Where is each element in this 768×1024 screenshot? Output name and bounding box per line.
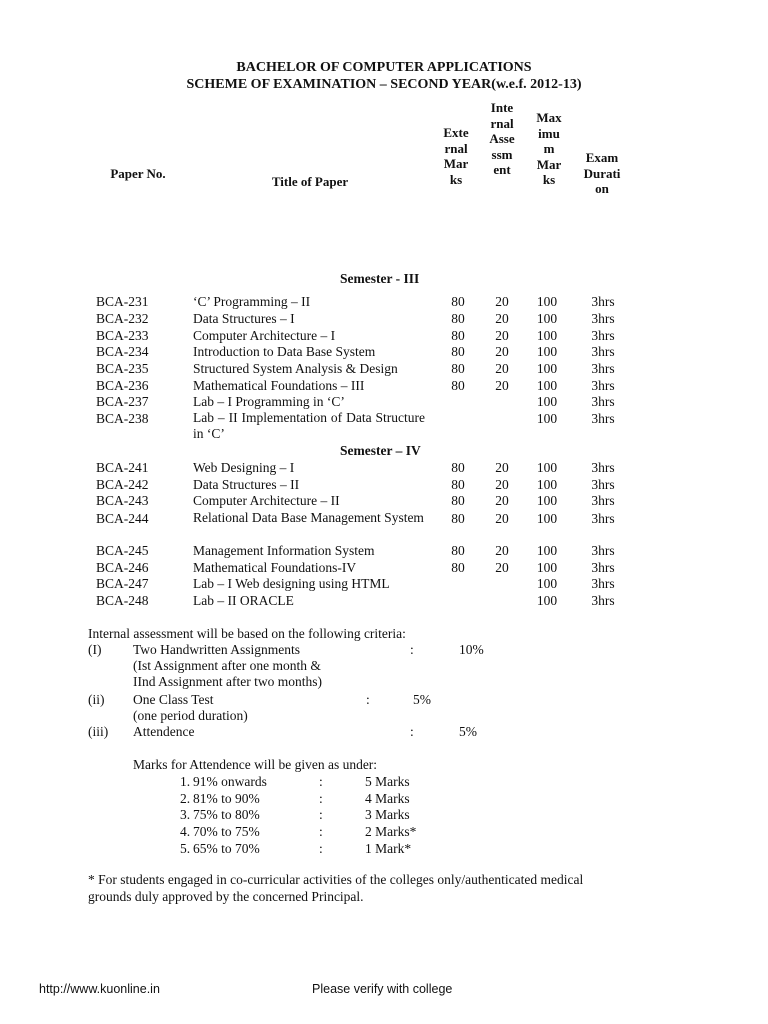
paper-no: BCA-231 xyxy=(96,294,149,309)
external-marks: 80 xyxy=(451,311,465,326)
attendance-marks: 2 Marks* xyxy=(365,824,417,839)
criterion-3-number: (iii) xyxy=(88,724,109,739)
attendance-range: 91% onwards xyxy=(193,774,267,789)
criterion-2-colon: : xyxy=(366,692,370,707)
attendance-range: 65% to 70% xyxy=(193,841,260,856)
internal-marks: 20 xyxy=(495,328,509,343)
table-row xyxy=(0,393,768,410)
paper-title: ‘C’ Programming – II xyxy=(193,294,311,309)
col-header-internal: Internal Assessment xyxy=(489,100,515,177)
attendance-marks: 4 Marks xyxy=(365,791,410,806)
internal-marks: 20 xyxy=(495,543,509,558)
exam-duration: 3hrs xyxy=(591,593,615,608)
paper-no: BCA-248 xyxy=(96,593,149,608)
maximum-marks: 100 xyxy=(536,576,558,591)
table-row xyxy=(0,310,768,327)
paper-no: BCA-237 xyxy=(96,394,149,409)
paper-no: BCA-232 xyxy=(96,311,149,326)
criterion-3-value: 5% xyxy=(459,724,477,739)
attendance-intro: Marks for Attendence will be given as under: xyxy=(133,757,378,772)
maximum-marks: 100 xyxy=(536,411,558,426)
criterion-2-label: One Class Test xyxy=(133,692,214,707)
criterion-1-number: (I) xyxy=(88,642,102,657)
table-row xyxy=(0,476,768,493)
paper-no: BCA-236 xyxy=(96,378,149,393)
paper-title: Computer Architecture – I xyxy=(193,328,336,343)
external-marks: 80 xyxy=(451,328,465,343)
criterion-1-label: Two Handwritten Assignments xyxy=(133,642,301,657)
exam-duration: 3hrs xyxy=(591,361,615,376)
footnote-line-2: grounds duly approved by the concerned Principal. xyxy=(88,889,364,904)
attendance-colon: : xyxy=(319,824,323,839)
external-marks: 80 xyxy=(451,543,465,558)
document-subtitle: SCHEME OF EXAMINATION – SECOND YEAR(w.e.f. 2012-13) xyxy=(186,77,582,92)
exam-duration: 3hrs xyxy=(591,560,615,575)
internal-marks: 20 xyxy=(495,493,509,508)
table-row xyxy=(0,510,768,527)
paper-no: BCA-242 xyxy=(96,477,149,492)
table-row xyxy=(0,542,768,559)
table-row xyxy=(0,410,768,441)
paper-title: Lab – I Web designing using HTML xyxy=(193,576,390,591)
exam-duration: 3hrs xyxy=(591,328,615,343)
maximum-marks: 100 xyxy=(536,378,558,393)
internal-marks: 20 xyxy=(495,378,509,393)
attendance-row xyxy=(0,773,768,790)
internal-marks: 20 xyxy=(495,344,509,359)
attendance-colon: : xyxy=(319,774,323,789)
table-row xyxy=(0,327,768,344)
internal-marks: 20 xyxy=(495,477,509,492)
maximum-marks: 100 xyxy=(536,294,558,309)
attendance-range: 70% to 75% xyxy=(193,824,260,839)
paper-no: BCA-235 xyxy=(96,361,149,376)
criterion-1-value: 10% xyxy=(459,642,484,657)
paper-title: Mathematical Foundations – III xyxy=(193,378,365,393)
criterion-1-note-2: IInd Assignment after two months) xyxy=(133,674,322,689)
external-marks: 80 xyxy=(451,477,465,492)
attendance-num: 2. xyxy=(180,791,191,806)
attendance-num: 1. xyxy=(180,774,191,789)
exam-duration: 3hrs xyxy=(591,394,615,409)
paper-no: BCA-244 xyxy=(96,511,149,526)
internal-marks: 20 xyxy=(495,361,509,376)
attendance-num: 5. xyxy=(180,841,191,856)
external-marks: 80 xyxy=(451,294,465,309)
attendance-range: 75% to 80% xyxy=(193,807,260,822)
internal-marks: 20 xyxy=(495,560,509,575)
maximum-marks: 100 xyxy=(536,361,558,376)
exam-duration: 3hrs xyxy=(591,294,615,309)
col-header-maximum: Maximum Marks xyxy=(536,110,562,187)
exam-duration: 3hrs xyxy=(591,344,615,359)
exam-duration: 3hrs xyxy=(591,543,615,558)
footer-verify-note: Please verify with college xyxy=(312,982,453,996)
maximum-marks: 100 xyxy=(536,311,558,326)
criterion-3-label: Attendence xyxy=(133,724,195,739)
paper-title: Mathematical Foundations-IV xyxy=(193,560,357,575)
criterion-1-colon: : xyxy=(410,642,414,657)
paper-title: Relational Data Base Management System xyxy=(193,510,424,525)
maximum-marks: 100 xyxy=(536,493,558,508)
exam-duration: 3hrs xyxy=(591,477,615,492)
attendance-colon: : xyxy=(319,791,323,806)
table-row xyxy=(0,343,768,360)
attendance-row xyxy=(0,790,768,807)
maximum-marks: 100 xyxy=(536,460,558,475)
paper-no: BCA-245 xyxy=(96,543,149,558)
table-row xyxy=(0,377,768,394)
attendance-row xyxy=(0,840,768,857)
attendance-row xyxy=(0,823,768,840)
document-title: BACHELOR OF COMPUTER APPLICATIONS xyxy=(236,60,532,75)
semester-4-heading: Semester – IV xyxy=(340,443,421,458)
maximum-marks: 100 xyxy=(536,511,558,526)
paper-no: BCA-234 xyxy=(96,344,149,359)
attendance-range: 81% to 90% xyxy=(193,791,260,806)
maximum-marks: 100 xyxy=(536,543,558,558)
paper-no: BCA-246 xyxy=(96,560,149,575)
maximum-marks: 100 xyxy=(536,477,558,492)
paper-no: BCA-243 xyxy=(96,493,149,508)
table-row xyxy=(0,293,768,310)
internal-marks: 20 xyxy=(495,294,509,309)
external-marks: 80 xyxy=(451,493,465,508)
maximum-marks: 100 xyxy=(536,560,558,575)
criterion-1-note-1: (Ist Assignment after one month & xyxy=(133,658,321,673)
col-header-title: Title of Paper xyxy=(271,174,349,189)
attendance-colon: : xyxy=(319,841,323,856)
col-header-external: External Marks xyxy=(443,125,469,187)
maximum-marks: 100 xyxy=(536,328,558,343)
exam-duration: 3hrs xyxy=(591,460,615,475)
exam-duration: 3hrs xyxy=(591,378,615,393)
paper-title: Introduction to Data Base System xyxy=(193,344,376,359)
criterion-2-note-1: (one period duration) xyxy=(133,708,248,723)
attendance-marks: 3 Marks xyxy=(365,807,410,822)
attendance-row xyxy=(0,806,768,823)
paper-no: BCA-247 xyxy=(96,576,149,591)
external-marks: 80 xyxy=(451,560,465,575)
paper-title: Lab – II Implementation of Data Structure in ‘C’ xyxy=(193,410,425,441)
col-header-paper-no: Paper No. xyxy=(110,166,166,181)
exam-duration: 3hrs xyxy=(591,311,615,326)
maximum-marks: 100 xyxy=(536,593,558,608)
internal-assessment-intro: Internal assessment will be based on the following criteria: xyxy=(88,626,406,641)
col-header-duration: Exam Duration xyxy=(583,150,621,196)
semester-3-heading: Semester - III xyxy=(340,271,420,286)
maximum-marks: 100 xyxy=(536,344,558,359)
external-marks: 80 xyxy=(451,344,465,359)
criterion-3-colon: : xyxy=(410,724,414,739)
attendance-colon: : xyxy=(319,807,323,822)
paper-no: BCA-241 xyxy=(96,460,149,475)
table-row xyxy=(0,459,768,476)
attendance-num: 4. xyxy=(180,824,191,839)
external-marks: 80 xyxy=(451,460,465,475)
table-row xyxy=(0,559,768,576)
internal-marks: 20 xyxy=(495,460,509,475)
external-marks: 80 xyxy=(451,378,465,393)
table-row xyxy=(0,492,768,509)
footnote-line-1: * For students engaged in co-curricular activities of the colleges only/authenticated medical xyxy=(88,872,584,887)
paper-title: Data Structures – I xyxy=(193,311,295,326)
exam-duration: 3hrs xyxy=(591,493,615,508)
paper-title: Web Designing – I xyxy=(193,460,295,475)
criterion-2-value: 5% xyxy=(413,692,431,707)
external-marks: 80 xyxy=(451,361,465,376)
attendance-num: 3. xyxy=(180,807,191,822)
exam-duration: 3hrs xyxy=(591,511,615,526)
paper-title: Lab – I Programming in ‘C’ xyxy=(193,394,345,409)
paper-title: Structured System Analysis & Design xyxy=(193,361,398,376)
exam-duration: 3hrs xyxy=(591,576,615,591)
table-row xyxy=(0,360,768,377)
paper-no: BCA-238 xyxy=(96,411,149,426)
paper-title: Data Structures – II xyxy=(193,477,300,492)
footer-url-link[interactable]: http://www.kuonline.in xyxy=(39,982,160,996)
paper-title: Lab – II ORACLE xyxy=(193,593,294,608)
internal-marks: 20 xyxy=(495,511,509,526)
attendance-marks: 1 Mark* xyxy=(365,841,412,856)
internal-marks: 20 xyxy=(495,311,509,326)
table-row xyxy=(0,575,768,592)
external-marks: 80 xyxy=(451,511,465,526)
maximum-marks: 100 xyxy=(536,394,558,409)
table-row xyxy=(0,592,768,609)
attendance-marks: 5 Marks xyxy=(365,774,410,789)
paper-title: Management Information System xyxy=(193,543,375,558)
paper-no: BCA-233 xyxy=(96,328,149,343)
exam-duration: 3hrs xyxy=(591,411,615,426)
criterion-2-number: (ii) xyxy=(88,692,105,707)
paper-title: Computer Architecture – II xyxy=(193,493,340,508)
